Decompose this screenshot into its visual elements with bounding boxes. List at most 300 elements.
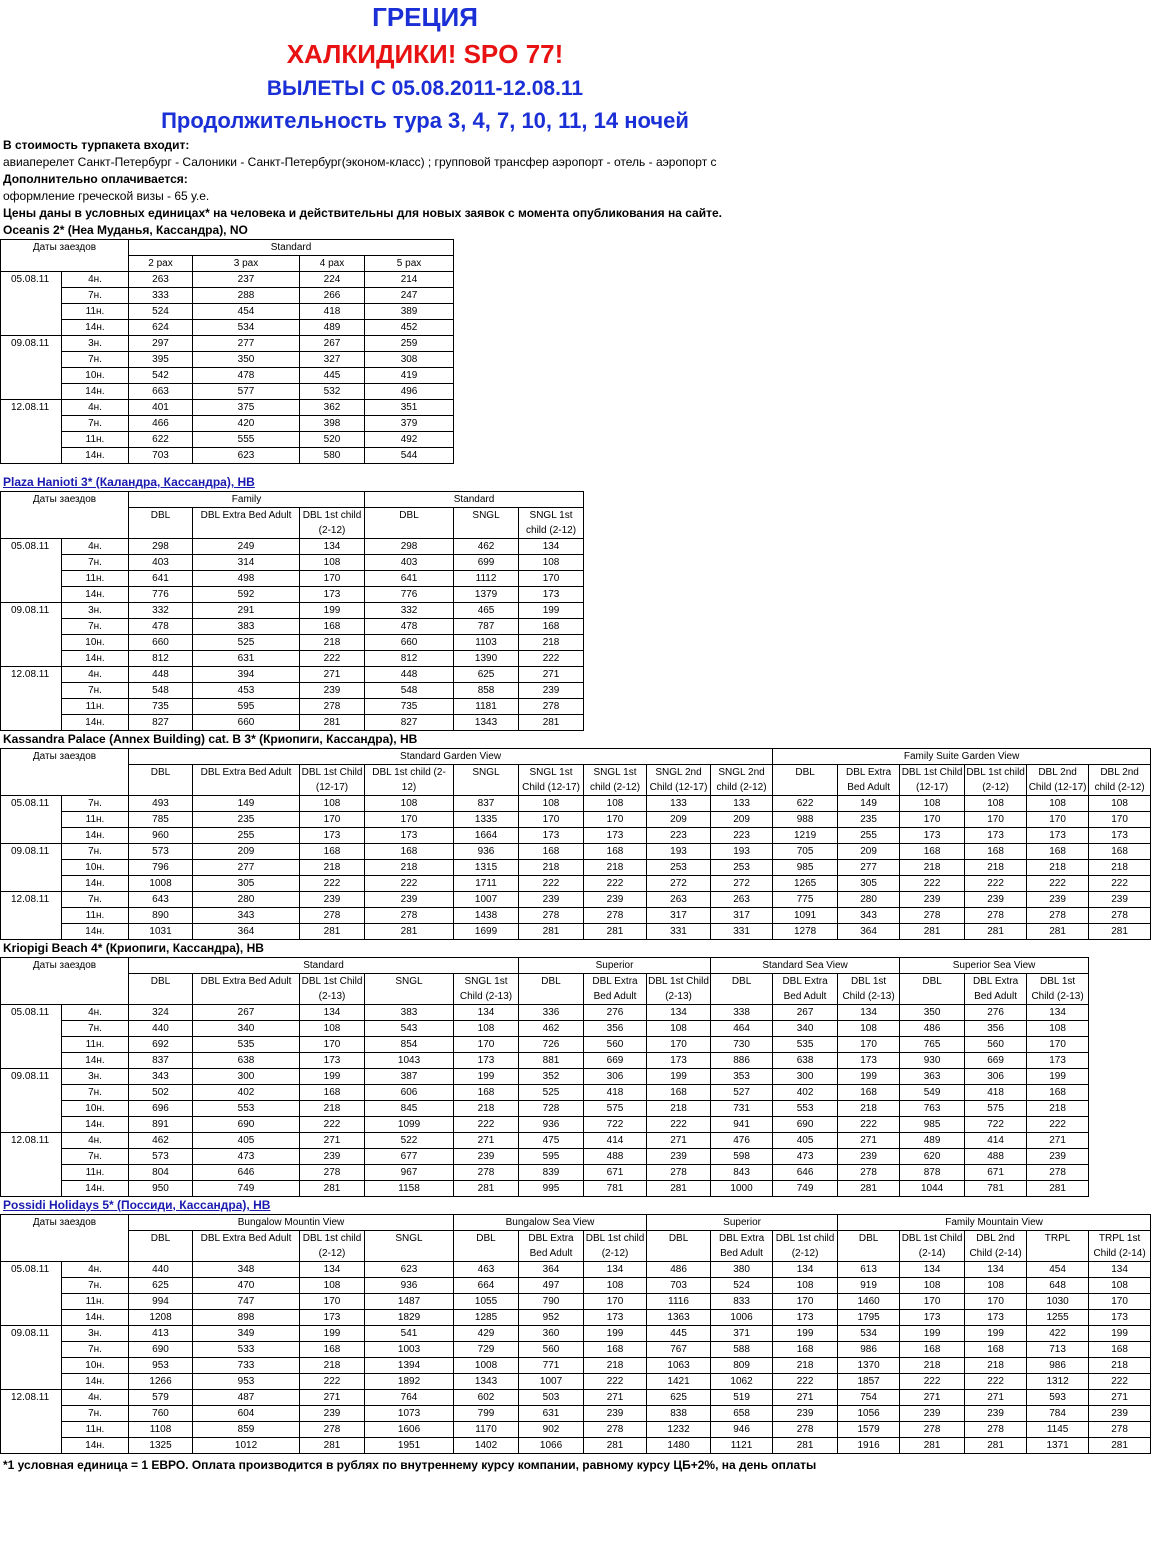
price-cell: 606 (365, 1085, 454, 1101)
price-cell: 271 (584, 1390, 647, 1406)
price-cell: 222 (1089, 876, 1151, 892)
price-cell: 170 (1027, 1037, 1089, 1053)
table-row (1, 416, 454, 432)
price-cell: 199 (300, 1069, 365, 1085)
price-cell: 671 (584, 1165, 647, 1181)
column-header: SNGL 1st child (2-12) (584, 765, 647, 796)
column-header: DBL 1st Child (12-17) (900, 765, 965, 796)
price-cell: 1062 (711, 1374, 773, 1390)
price-cell: 239 (965, 1406, 1027, 1422)
price-cell: 394 (193, 667, 300, 683)
price-cell: 108 (365, 796, 454, 812)
column-header: DBL 2nd Child (2-14) (965, 1231, 1027, 1262)
price-cell: 555 (193, 432, 300, 448)
nights-cell: 11н. (62, 1422, 129, 1438)
price-cell: 108 (1027, 796, 1089, 812)
price-cell: 690 (773, 1117, 838, 1133)
price-cell: 173 (1089, 828, 1151, 844)
price-cell: 827 (129, 715, 193, 731)
price-cell: 967 (365, 1165, 454, 1181)
price-cell: 524 (129, 304, 193, 320)
price-cell: 663 (129, 384, 193, 400)
column-header: DBL (519, 974, 584, 1005)
price-cell: 986 (838, 1342, 900, 1358)
price-cell: 677 (365, 1149, 454, 1165)
price-cell: 418 (300, 304, 365, 320)
hotel-link[interactable]: Possidi Holidays 5* (Поссиди, Кассандра), HB (3, 1198, 271, 1212)
price-cell: 108 (1089, 796, 1151, 812)
price-cell: 239 (519, 683, 584, 699)
price-cell: 108 (838, 1021, 900, 1037)
arrival-date: 09.08.11 (1, 1069, 62, 1133)
price-cell: 298 (365, 539, 454, 555)
price-cell: 625 (454, 667, 519, 683)
nights-cell: 4н. (62, 539, 129, 555)
price-cell: 199 (1027, 1069, 1089, 1085)
price-cell: 1579 (838, 1422, 900, 1438)
price-cell: 1335 (454, 812, 519, 828)
price-cell: 281 (1027, 924, 1089, 940)
price-cell: 620 (900, 1149, 965, 1165)
price-cell: 534 (193, 320, 300, 336)
price-cell: 108 (454, 1021, 519, 1037)
nights-cell: 7н. (62, 1021, 129, 1037)
price-cell: 631 (519, 1406, 584, 1422)
price-cell: 890 (129, 908, 193, 924)
arrival-date: 05.08.11 (1, 796, 62, 844)
price-cell: 827 (365, 715, 454, 731)
price-cell: 281 (1027, 1181, 1089, 1197)
price-cell: 445 (647, 1326, 711, 1342)
price-cell: 173 (773, 1310, 838, 1326)
price-cell: 952 (519, 1310, 584, 1326)
price-cell: 858 (454, 683, 519, 699)
price-cell: 209 (838, 844, 900, 860)
price-cell: 222 (300, 876, 365, 892)
arrival-date: 09.08.11 (1, 1326, 62, 1390)
price-cell: 222 (1089, 1374, 1151, 1390)
price-cell: 638 (773, 1053, 838, 1069)
price-cell: 263 (711, 892, 773, 908)
price-cell: 222 (365, 876, 454, 892)
price-cell: 891 (129, 1117, 193, 1133)
nights-cell: 11н. (62, 304, 129, 320)
price-cell: 168 (1089, 844, 1151, 860)
price-cell: 108 (584, 796, 647, 812)
price-cell: 239 (1089, 1406, 1151, 1422)
price-cell: 271 (300, 667, 365, 683)
price-cell: 886 (711, 1053, 773, 1069)
table-row (1, 336, 454, 352)
price-cell: 544 (365, 448, 454, 464)
price-cell: 281 (1089, 924, 1151, 940)
price-cell: 812 (365, 651, 454, 667)
price-cell: 1325 (129, 1438, 193, 1454)
arrival-date: 09.08.11 (1, 844, 62, 892)
price-cell: 1278 (773, 924, 838, 940)
price-cell: 281 (300, 715, 365, 731)
price-cell: 338 (711, 1005, 773, 1021)
price-cell: 134 (300, 1262, 365, 1278)
price-cell: 199 (519, 603, 584, 619)
nights-cell: 7н. (62, 1085, 129, 1101)
price-cell: 669 (965, 1053, 1027, 1069)
price-cell: 222 (300, 651, 365, 667)
price-cell: 898 (193, 1310, 300, 1326)
nights-cell: 7н. (62, 796, 129, 812)
column-header: 2 pax (129, 256, 193, 272)
price-cell: 398 (300, 416, 365, 432)
price-cell: 222 (300, 1117, 365, 1133)
price-cell: 749 (193, 1181, 300, 1197)
price-cell: 350 (900, 1005, 965, 1021)
price-cell: 222 (647, 1117, 711, 1133)
price-cell: 173 (965, 828, 1027, 844)
price-cell: 271 (773, 1390, 838, 1406)
price-cell: 218 (838, 1101, 900, 1117)
price-cell: 222 (584, 1374, 647, 1390)
price-cell: 218 (519, 860, 584, 876)
price-cell: 134 (773, 1262, 838, 1278)
column-header: DBL 1st Child (2-13) (838, 974, 900, 1005)
price-cell: 845 (365, 1101, 454, 1117)
nights-cell: 3н. (62, 1326, 129, 1342)
price-cell: 1012 (193, 1438, 300, 1454)
price-cell: 193 (647, 844, 711, 860)
price-cell: 239 (1027, 1149, 1089, 1165)
price-cell: 199 (965, 1326, 1027, 1342)
price-cell: 173 (300, 828, 365, 844)
price-cell: 765 (900, 1037, 965, 1053)
price-cell: 401 (129, 400, 193, 416)
price-cell: 134 (584, 1262, 647, 1278)
table-row (1, 352, 454, 368)
price-cell: 950 (129, 1181, 193, 1197)
price-cell: 222 (900, 876, 965, 892)
price-cell: 218 (647, 1101, 711, 1117)
price-cell: 235 (193, 812, 300, 828)
price-cell: 731 (711, 1101, 773, 1117)
price-cell: 168 (365, 844, 454, 860)
nights-cell: 4н. (62, 1133, 129, 1149)
table-row (1, 1181, 1089, 1197)
price-cell: 548 (129, 683, 193, 699)
price-cell: 573 (129, 1149, 193, 1165)
nights-cell: 11н. (62, 571, 129, 587)
price-cell: 168 (773, 1342, 838, 1358)
price-cell: 988 (773, 812, 838, 828)
arrival-date: 05.08.11 (1, 1262, 62, 1326)
price-cell: 486 (647, 1262, 711, 1278)
price-cell: 754 (838, 1390, 900, 1406)
table-row (1, 1374, 1151, 1390)
price-cell: 648 (1027, 1278, 1089, 1294)
price-cell: 1312 (1027, 1374, 1089, 1390)
price-cell: 281 (838, 1181, 900, 1197)
price-cell: 646 (193, 1165, 300, 1181)
hotel-link[interactable]: Plaza Hanioti 3* (Каландра, Кассандра), HB (3, 475, 255, 489)
price-cell: 223 (647, 828, 711, 844)
price-cell: 253 (711, 860, 773, 876)
arrival-date: 12.08.11 (1, 667, 62, 731)
column-header: 5 pax (365, 256, 454, 272)
column-header: DBL 1st child (2-12) (300, 1231, 365, 1262)
price-cell: 735 (365, 699, 454, 715)
footer-note: *1 условная единица = 1 ЕВРО. Оплата производится в рублях по внутреннему курсу компании, равному курсу ЦБ+2%, на день оплаты (3, 1458, 817, 1472)
price-cell: 239 (300, 683, 365, 699)
column-header: SNGL 1st Child (2-13) (454, 974, 519, 1005)
price-cell: 1402 (454, 1438, 519, 1454)
extra-title: Дополнительно оплачивается: (3, 172, 188, 186)
price-cell: 317 (647, 908, 711, 924)
price-cell: 278 (300, 699, 365, 715)
table-row (1, 699, 584, 715)
price-cell: 239 (300, 1149, 365, 1165)
price-cell: 199 (773, 1326, 838, 1342)
nights-cell: 7н. (62, 844, 129, 860)
price-cell: 168 (300, 1085, 365, 1101)
column-header: DBL Extra Bed Adult (193, 508, 300, 539)
arrival-date: 05.08.11 (1, 272, 62, 336)
table-row (1, 796, 1151, 812)
price-table (0, 1214, 1151, 1454)
price-cell: 239 (454, 1149, 519, 1165)
price-cell: 413 (129, 1326, 193, 1342)
nights-cell: 7н. (62, 892, 129, 908)
table-row (1, 1133, 1089, 1149)
price-cell: 383 (193, 619, 300, 635)
nights-cell: 10н. (62, 635, 129, 651)
price-cell: 222 (1027, 876, 1089, 892)
price-cell: 222 (300, 1374, 365, 1390)
price-cell: 497 (519, 1278, 584, 1294)
column-header: DBL (711, 974, 773, 1005)
room-group-header: Bungalow Mountin View (129, 1215, 454, 1231)
price-cell: 533 (193, 1342, 300, 1358)
table-row (1, 1021, 1089, 1037)
column-header: DBL (773, 765, 838, 796)
price-cell: 1699 (454, 924, 519, 940)
nights-cell: 3н. (62, 1069, 129, 1085)
nights-cell: 10н. (62, 860, 129, 876)
nights-cell: 10н. (62, 1101, 129, 1117)
price-cell: 239 (900, 1406, 965, 1422)
price-cell: 953 (193, 1374, 300, 1390)
price-cell: 799 (454, 1406, 519, 1422)
price-cell: 812 (129, 651, 193, 667)
price-cell: 199 (584, 1326, 647, 1342)
price-cell: 356 (584, 1021, 647, 1037)
price-cell: 604 (193, 1406, 300, 1422)
price-cell: 595 (193, 699, 300, 715)
price-cell: 838 (647, 1406, 711, 1422)
price-cell: 919 (838, 1278, 900, 1294)
price-cell: 271 (838, 1133, 900, 1149)
price-cell: 837 (129, 1053, 193, 1069)
table-row (1, 892, 1151, 908)
price-cell: 560 (584, 1037, 647, 1053)
price-cell: 362 (300, 400, 365, 416)
price-cell: 170 (300, 812, 365, 828)
flights-title: ВЫЛЕТЫ С 05.08.2011-12.08.11 (266, 77, 584, 100)
price-cell: 281 (773, 1438, 838, 1454)
price-cell: 520 (300, 432, 365, 448)
price-cell: 168 (519, 619, 584, 635)
price-cell: 168 (300, 1342, 365, 1358)
price-cell: 173 (1089, 1310, 1151, 1326)
nights-cell: 11н. (62, 699, 129, 715)
price-cell: 239 (300, 892, 365, 908)
price-cell: 1208 (129, 1310, 193, 1326)
price-cell: 941 (711, 1117, 773, 1133)
price-cell: 525 (193, 635, 300, 651)
price-cell: 1266 (129, 1374, 193, 1390)
price-cell: 749 (773, 1181, 838, 1197)
price-cell: 218 (965, 860, 1027, 876)
price-cell: 462 (129, 1133, 193, 1149)
price-cell: 622 (129, 432, 193, 448)
price-cell: 170 (1089, 1294, 1151, 1310)
price-cell: 170 (773, 1294, 838, 1310)
price-cell: 671 (965, 1165, 1027, 1181)
price-cell: 763 (900, 1101, 965, 1117)
price-cell: 414 (965, 1133, 1027, 1149)
price-cell: 108 (965, 1278, 1027, 1294)
price-cell: 623 (365, 1262, 454, 1278)
price-cell: 363 (900, 1069, 965, 1085)
price-cell: 781 (965, 1181, 1027, 1197)
price-cell: 281 (900, 924, 965, 940)
price-cell: 218 (773, 1358, 838, 1374)
column-header: DBL (129, 765, 193, 796)
price-cell: 332 (365, 603, 454, 619)
column-header: 4 pax (300, 256, 365, 272)
nights-cell: 11н. (62, 1165, 129, 1181)
price-cell: 331 (711, 924, 773, 940)
arrival-date: 09.08.11 (1, 336, 62, 400)
price-cell: 577 (193, 384, 300, 400)
price-cell: 580 (300, 448, 365, 464)
price-cell: 470 (193, 1278, 300, 1294)
price-cell: 690 (193, 1117, 300, 1133)
price-cell: 625 (129, 1278, 193, 1294)
price-cell: 722 (965, 1117, 1027, 1133)
price-cell: 1170 (454, 1422, 519, 1438)
price-cell: 278 (965, 908, 1027, 924)
price-cell: 134 (647, 1005, 711, 1021)
table-row (1, 448, 454, 464)
price-cell: 271 (1089, 1390, 1151, 1406)
price-cell: 690 (129, 1342, 193, 1358)
price-cell: 271 (965, 1390, 1027, 1406)
table-row (1, 288, 454, 304)
price-cell: 278 (584, 908, 647, 924)
price-cell: 278 (365, 908, 454, 924)
nights-cell: 14н. (62, 1181, 129, 1197)
price-cell: 281 (965, 924, 1027, 940)
price-cell: 1379 (454, 587, 519, 603)
table-row (1, 635, 584, 651)
price-cell: 324 (129, 1005, 193, 1021)
table-row (1, 1262, 1151, 1278)
price-cell: 775 (773, 892, 838, 908)
nights-cell: 14н. (62, 448, 129, 464)
table-row (1, 667, 584, 683)
price-cell: 239 (300, 1406, 365, 1422)
price-cell: 199 (900, 1326, 965, 1342)
includes-text: авиаперелет Санкт-Петербург - Салоники - Санкт-Петербург(эконом-класс) ; групповой трансфер аэропорт - отель - аэропорт с (3, 155, 717, 169)
table-row (1, 1053, 1089, 1069)
arrival-date: 12.08.11 (1, 1390, 62, 1454)
price-cell: 613 (838, 1262, 900, 1278)
price-cell: 239 (365, 892, 454, 908)
table-row (1, 1358, 1151, 1374)
column-header: DBL 2nd child (2-12) (1089, 765, 1151, 796)
price-cell: 703 (647, 1278, 711, 1294)
price-cell: 218 (965, 1358, 1027, 1374)
price-cell: 473 (773, 1149, 838, 1165)
nights-cell: 3н. (62, 336, 129, 352)
column-header: SNGL 1st child (2-12) (519, 508, 584, 539)
price-cell: 1421 (647, 1374, 711, 1390)
table-row (1, 432, 454, 448)
price-cell: 936 (519, 1117, 584, 1133)
column-header: DBL 1st child (2-12) (584, 1231, 647, 1262)
hotel-title: Kassandra Palace (Annex Building) cat. B 3* (Криопиги, Кассандра), HB (3, 732, 418, 746)
price-cell: 281 (519, 924, 584, 940)
price-cell: 543 (365, 1021, 454, 1037)
price-cell: 1145 (1027, 1422, 1089, 1438)
column-header: 3 pax (193, 256, 300, 272)
price-cell: 277 (193, 336, 300, 352)
column-header: DBL 1st Child (2-13) (1027, 974, 1089, 1005)
price-cell: 747 (193, 1294, 300, 1310)
price-cell: 625 (647, 1390, 711, 1406)
price-cell: 249 (193, 539, 300, 555)
price-cell: 489 (300, 320, 365, 336)
price-cell: 360 (519, 1326, 584, 1342)
column-header: DBL 1st Child (2-13) (300, 974, 365, 1005)
price-cell: 602 (454, 1390, 519, 1406)
price-cell: 371 (711, 1326, 773, 1342)
price-cell: 733 (193, 1358, 300, 1374)
price-cell: 548 (365, 683, 454, 699)
price-table (0, 239, 454, 464)
price-cell: 134 (1027, 1005, 1089, 1021)
price-cell: 722 (584, 1117, 647, 1133)
column-header-row (1, 765, 1151, 796)
column-header: DBL (900, 974, 965, 1005)
table-row (1, 1165, 1089, 1181)
table-row (1, 1406, 1151, 1422)
price-cell: 1121 (711, 1438, 773, 1454)
price-cell: 288 (193, 288, 300, 304)
price-cell: 218 (300, 860, 365, 876)
price-cell: 440 (129, 1262, 193, 1278)
price-cell: 729 (454, 1342, 519, 1358)
price-cell: 263 (129, 272, 193, 288)
price-cell: 239 (773, 1406, 838, 1422)
price-cell: 278 (1027, 1165, 1089, 1181)
price-cell: 454 (1027, 1262, 1089, 1278)
price-cell: 843 (711, 1165, 773, 1181)
price-cell: 281 (1089, 1438, 1151, 1454)
price-cell: 108 (1089, 1278, 1151, 1294)
price-cell: 173 (365, 828, 454, 844)
price-cell: 535 (193, 1037, 300, 1053)
price-table (0, 748, 1151, 940)
price-cell: 623 (193, 448, 300, 464)
